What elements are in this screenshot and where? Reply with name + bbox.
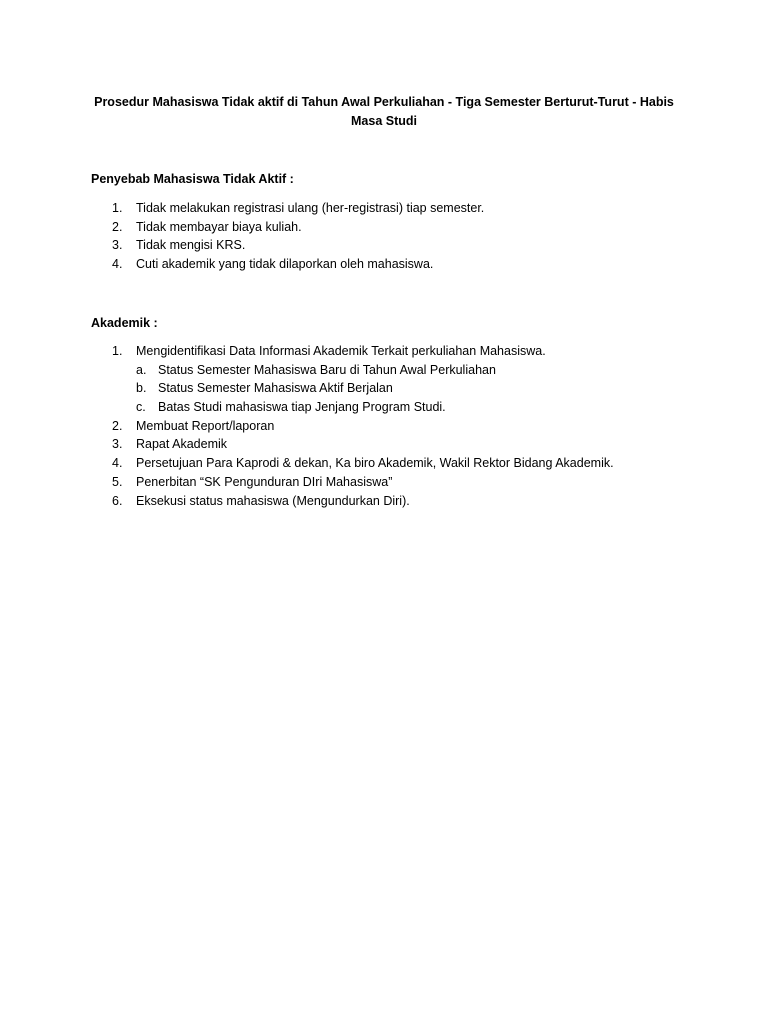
list-penyebab [91, 199, 484, 274]
list-number: 3. [112, 437, 123, 452]
list-number: 1. [112, 344, 123, 358]
sublist-item [91, 398, 614, 417]
sublist-item-text: Status Semester Mahasiswa Aktif Berjalan [158, 381, 393, 396]
page-title: Prosedur Mahasiswa Tidak aktif di Tahun Awal Perkuliahan - Tiga Semester Berturut-Turut - Habis Masa Studi [94, 95, 674, 128]
list-item-text: Penerbitan “SK Pengunduran DIri Mahasiswa” [136, 474, 393, 489]
list-number: 4. [112, 257, 123, 272]
sublist [91, 361, 614, 417]
sublist-item [91, 361, 614, 380]
list-item-text: Eksekusi status mahasiswa (Mengundurkan Diri). [136, 493, 410, 508]
list-item-group [91, 342, 614, 417]
list-number: 2. [112, 219, 123, 234]
list-item-text: Persetujuan Para Kaprodi & dekan, Ka biro Akademik, Wakil Rektor Bidang Akademik. [136, 456, 614, 471]
list-item-text: Tidak mengisi KRS. [136, 238, 246, 253]
list-number: 5. [112, 474, 123, 489]
section-heading-akademik: Akademik : [91, 316, 158, 330]
section-heading-penyebab: Penyebab Mahasiswa Tidak Aktif : [91, 172, 294, 186]
list-item-text: Mengidentifikasi Data Informasi Akademik Terkait perkuliahan Mahasiswa. [136, 344, 546, 358]
sublist-letter: a. [136, 362, 147, 377]
list-item [91, 218, 484, 237]
sublist-item [91, 379, 614, 398]
list-item [91, 236, 484, 255]
sublist-letter: c. [136, 400, 146, 415]
list-number: 3. [112, 238, 123, 253]
list-item-text: Cuti akademik yang tidak dilaporkan oleh mahasiswa. [136, 257, 434, 272]
list-item [91, 492, 614, 511]
list-item [91, 199, 484, 218]
sublist-item-text: Batas Studi mahasiswa tiap Jenjang Program Studi. [158, 400, 446, 415]
sublist-item-text: Status Semester Mahasiswa Baru di Tahun Awal Perkuliahan [158, 362, 496, 377]
sublist-letter: b. [136, 381, 147, 396]
list-item-text: Tidak membayar biaya kuliah. [136, 219, 302, 234]
list-item-text: Rapat Akademik [136, 437, 228, 452]
list-item [91, 417, 614, 436]
list-item [91, 473, 614, 492]
list-akademik [91, 342, 614, 510]
list-number: 6. [112, 493, 123, 508]
list-number: 2. [112, 418, 123, 433]
list-item [91, 255, 484, 274]
list-item [91, 454, 614, 473]
list-number: 4. [112, 456, 123, 471]
list-item [91, 342, 614, 361]
list-number: 1. [112, 201, 123, 215]
list-item-text: Tidak melakukan registrasi ulang (her-registrasi) tiap semester. [136, 201, 485, 215]
list-item [91, 435, 614, 454]
list-item-text: Membuat Report/laporan [136, 418, 275, 433]
